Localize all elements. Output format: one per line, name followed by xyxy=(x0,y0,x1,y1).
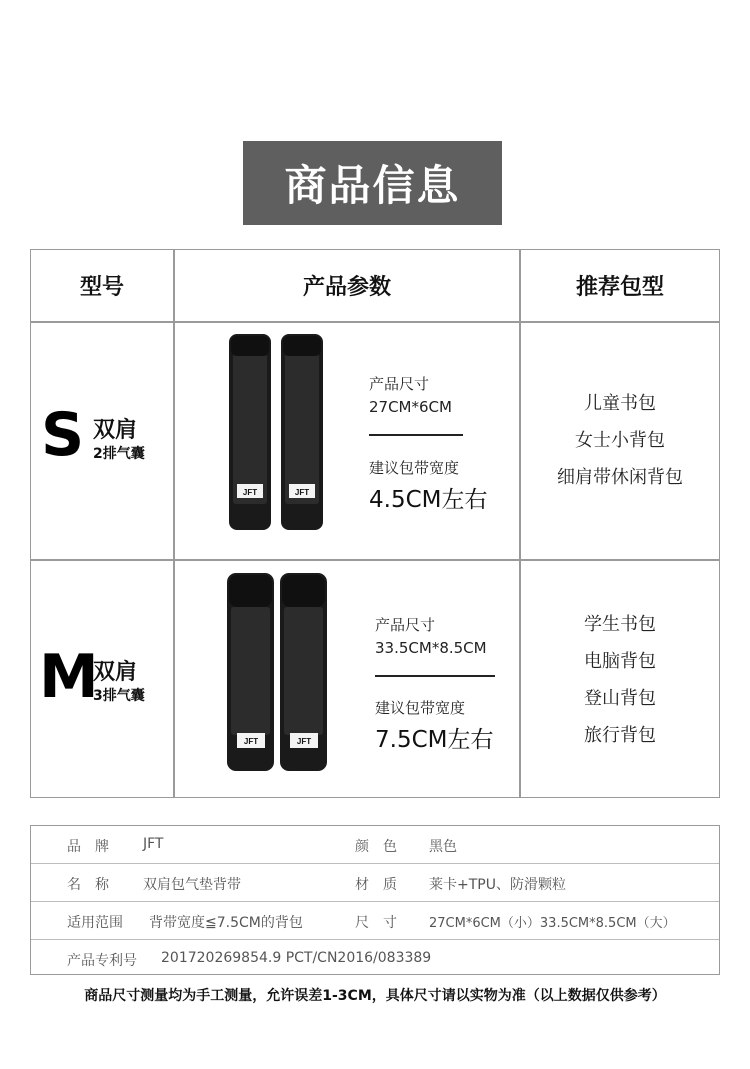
header-bags: 推荐包型 xyxy=(520,249,720,322)
model-sub: 2排气囊 xyxy=(93,446,145,462)
model-letter: M xyxy=(39,642,99,712)
strap-product-image xyxy=(225,571,329,773)
info-key: 适用范围 xyxy=(67,915,123,931)
info-row xyxy=(31,864,719,902)
header-params: 产品参数 xyxy=(174,249,520,322)
info-row xyxy=(31,826,719,864)
info-value: 27CM*6CM（小）33.5CM*8.5CM（大） xyxy=(429,916,676,931)
measurement-note: 商品尺寸测量均为手工测量，允许误差1-3CM，具体尺寸请以实物为准（以上数据仅供参考） xyxy=(84,988,666,1004)
info-key: 材 质 xyxy=(355,877,397,893)
strap-right xyxy=(281,334,323,530)
bag-item: 登山背包 xyxy=(584,688,656,709)
info-row xyxy=(31,940,719,977)
info-key: 产品专利号 xyxy=(67,953,137,969)
info-key: 颜 色 xyxy=(355,839,397,855)
info-key: 尺 寸 xyxy=(355,915,397,931)
bag-item: 细肩带休闲背包 xyxy=(557,467,683,488)
divider xyxy=(375,675,495,677)
info-value: 201720269854.9 PCT/CN2016/083389 xyxy=(161,950,432,966)
size-label: 产品尺寸 xyxy=(369,375,430,393)
product-table xyxy=(30,249,720,798)
bags-cell-m xyxy=(520,560,720,798)
bag-item: 儿童书包 xyxy=(584,393,656,414)
strap-logo: JFT xyxy=(296,737,312,746)
strap-logo: JFT xyxy=(242,488,258,497)
info-row xyxy=(31,902,719,940)
bags-cell-s xyxy=(520,322,720,560)
size-value: 33.5CM*8.5CM xyxy=(375,639,487,657)
info-value: 背带宽度≦7.5CM的背包 xyxy=(149,915,303,931)
model-cell-s xyxy=(30,322,174,560)
width-label: 建议包带宽度 xyxy=(375,699,466,717)
strap-logo: JFT xyxy=(294,488,310,497)
model-name: 双肩 xyxy=(93,418,138,443)
divider xyxy=(369,434,463,436)
strap-left xyxy=(229,334,271,530)
strap-product-image xyxy=(227,332,327,532)
info-value: 黑色 xyxy=(429,839,457,855)
info-value: 双肩包气垫背带 xyxy=(143,877,241,893)
bag-item: 女士小背包 xyxy=(575,430,665,451)
info-value: JFT xyxy=(143,836,164,852)
bag-list xyxy=(521,385,719,496)
width-value: 7.5CM左右 xyxy=(375,727,494,753)
strap-logo: JFT xyxy=(243,737,259,746)
width-label: 建议包带宽度 xyxy=(369,459,460,477)
model-cell-m xyxy=(30,560,174,798)
params-cell-s xyxy=(174,322,520,560)
bag-list xyxy=(521,606,719,754)
header-model: 型号 xyxy=(30,249,174,322)
model-letter: S xyxy=(41,400,85,470)
bag-item: 电脑背包 xyxy=(584,651,656,672)
model-sub: 3排气囊 xyxy=(93,688,145,704)
page-title: 商品信息 xyxy=(243,141,502,225)
info-key: 名 称 xyxy=(67,877,109,893)
width-value: 4.5CM左右 xyxy=(369,487,488,513)
bag-item: 学生书包 xyxy=(584,614,656,635)
bag-item: 旅行背包 xyxy=(584,725,656,746)
info-value: 莱卡+TPU、防滑颗粒 xyxy=(429,877,566,893)
size-label: 产品尺寸 xyxy=(375,616,436,634)
params-cell-m xyxy=(174,560,520,798)
info-key: 品 牌 xyxy=(67,839,109,855)
size-value: 27CM*6CM xyxy=(369,398,452,416)
model-name: 双肩 xyxy=(93,660,138,685)
product-info-table xyxy=(30,825,720,975)
